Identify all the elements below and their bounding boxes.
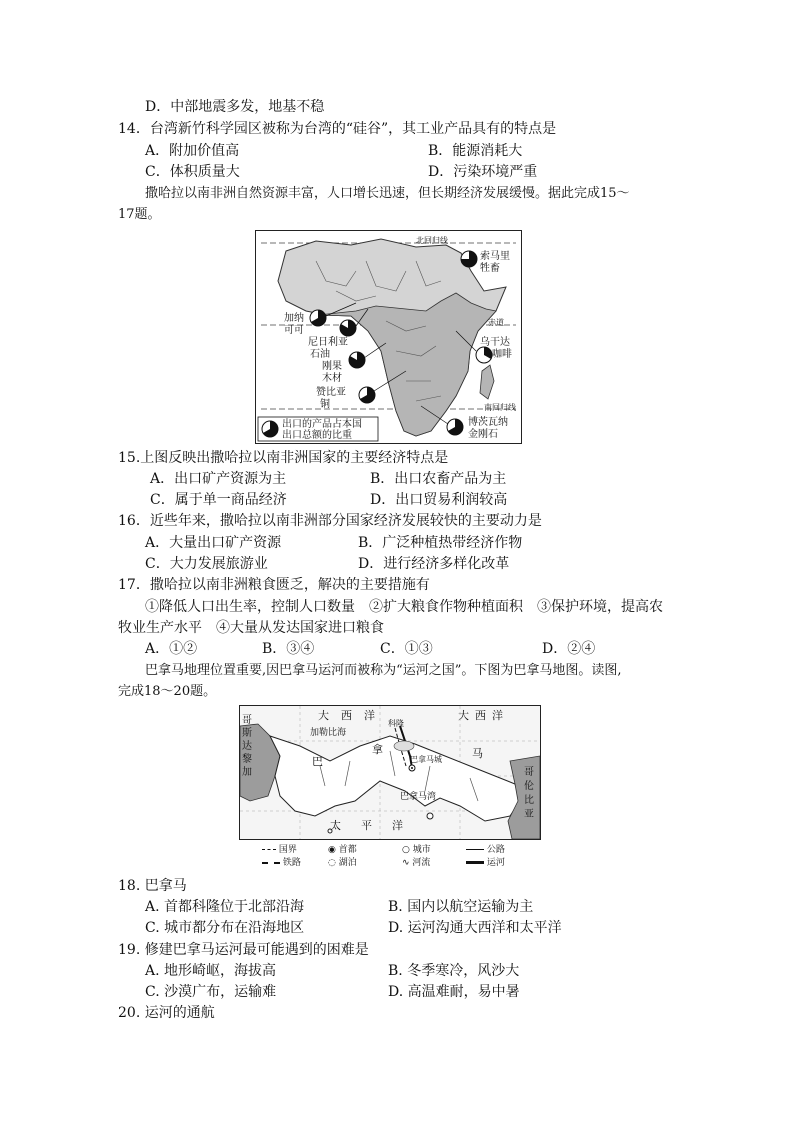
colombia-char-2: 伦 [524,781,534,792]
legend-lake-label: 湖泊 [338,858,357,868]
costa-rica-label [242,714,254,779]
q19-option-a: A. 地形崎岖，海拔高 [145,963,277,979]
label-botswana-2: 金刚石 [468,429,498,440]
pie-somalia [461,251,477,267]
q16-option-a: A．大量出口矿产资源 [145,535,282,551]
legend-capital: ◉ 首都 [328,845,357,855]
q19-stem: 19. 修建巴拿马运河最可能遇到的困难是 [118,942,369,958]
pie-botswana [447,419,463,435]
colombia-char-4: 亚 [524,809,534,820]
q14-option-d: D．污染环境严重 [428,164,538,180]
legend-lake: ◌ 湖泊 [328,858,357,868]
label-nigeria-1: 尼日利亚 [308,337,348,348]
legend-canal-label: 运河 [486,858,505,868]
atlantic-label-right [458,710,509,721]
label-botswana-1: 博茨瓦纳 [468,417,508,428]
costa-rica-char-4: 黎 [242,754,252,765]
costa-rica-char-2: 斯 [242,728,252,739]
panama-city-label: 巴拿马城 [410,755,442,764]
atlantic2-char-2: 西 [475,709,492,722]
country-char-1: 巴 [312,755,323,768]
q17-option-b: B．③④ [262,641,315,657]
legend-line2: 出口总额的比重 [282,430,352,441]
costa-rica-char-3: 达 [242,741,252,752]
intro-18-20-line2: 完成18～20题。 [118,684,217,699]
label-ghana-2: 可可 [284,325,304,336]
label-uganda-2: 咖啡 [492,349,512,360]
colon-label: 科隆 [388,719,404,728]
q17-option-c: C．①③ [380,641,433,657]
pacific-label [330,820,423,831]
q15-option-c: C．属于单一商品经济 [150,492,287,508]
legend-rail [262,855,301,868]
legend-city: ○ 城市 [402,845,431,855]
q20-stem: 20. 运河的通航 [118,1005,215,1021]
q17-option-a: A．①② [145,641,198,657]
q15-stem: 15.上图反映出撒哈拉以南非洲国家的主要经济特点是 [118,450,449,466]
label-ghana-1: 加纳 [284,313,304,324]
pie-congo [349,352,365,368]
legend-river-label: 河流 [412,858,431,868]
equator-label: 赤道 [488,318,504,327]
country-char-2: 拿 [372,743,383,756]
q13-option-d: D．中部地震多发，地基不稳 [145,99,325,115]
pie-zambia [359,387,375,403]
africa-map [255,230,522,444]
q18-stem: 18. 巴拿马 [118,878,187,894]
panama-legend [262,842,542,868]
legend-capital-label: 首都 [338,845,357,855]
q16-option-d: D．进行经济多样化改革 [358,556,510,572]
q15-option-d: D．出口贸易利润较高 [370,492,508,508]
q17-line2: 牧业生产水平 ④大量从发达国家进口粮食 [118,620,384,636]
atlantic2-char-1: 大 [458,709,475,722]
panama-map [239,705,541,840]
q15-option-a: A．出口矿产资源为主 [150,471,287,487]
q18-option-b: B. 国内以航空运输为主 [388,899,534,915]
gulf-label: 巴拿马湾 [400,792,437,802]
q14-option-c: C．体积质量大 [145,164,240,180]
atlantic-char-3: 洋 [364,709,387,722]
colombia-char-1: 哥 [524,767,534,778]
legend-rail-label: 铁路 [282,858,301,868]
colombia-label [524,766,536,822]
label-somalia-1: 索马里 [480,251,510,262]
q16-option-b: B．广泛种植热带经济作物 [358,535,523,551]
label-uganda-1: 乌干达 [480,337,510,348]
legend-road [466,842,505,855]
q18-option-c: C. 城市都分布在沿海地区 [145,920,305,936]
country-char-3: 马 [472,747,483,760]
caribbean-label: 加勒比海 [310,728,347,738]
q14-option-b: B．能源消耗大 [428,143,523,159]
q17-stem: 17．撒哈拉以南非洲粮食匮乏，解决的主要措施有 [118,577,430,593]
pacific-char-3: 洋 [392,819,423,832]
atlantic-label [318,710,387,721]
label-nigeria-2: 石油 [310,349,330,360]
costa-rica-char-5: 加 [242,767,252,778]
q16-option-c: C．大力发展旅游业 [145,556,268,572]
south-tropic-label: 南回归线 [484,403,516,412]
legend-line1: 出口的产品占本国 [282,419,362,430]
q14-option-a: A．附加价值高 [145,143,240,159]
intro-15-17-line1: 撒哈拉以南非洲自然资源丰富，人口增长迅速，但长期经济发展缓慢。据此完成15～ [145,186,630,201]
q19-option-b: B. 冬季寒冷，风沙大 [388,963,520,979]
pacific-char-2: 平 [361,819,392,832]
legend-border [262,842,297,855]
atlantic-char-1: 大 [318,709,341,722]
colombia-char-3: 比 [524,795,534,806]
q15-option-b: B．出口农畜产品为主 [370,471,507,487]
legend-border-label: 国界 [278,845,297,855]
north-tropic-label: 北回归线 [416,236,448,245]
pacific-char-1: 太 [330,819,361,832]
q19-option-c: C. 沙漠广布，运输难 [145,984,277,1000]
intro-15-17-line2: 17题。 [118,207,161,222]
pie-uganda [476,347,492,363]
q19-option-d: D. 高温难耐，易中暑 [388,984,520,1000]
q18-option-a: A. 首都科隆位于北部沿海 [145,899,305,915]
q17-line1: ①降低人口出生率，控制人口数量 ②扩大粮食作物种植面积 ③保护环境，提高农 [145,599,663,615]
q16-stem: 16．近些年来，撒哈拉以南非洲部分国家经济发展较快的主要动力是 [118,513,542,529]
label-zambia-1: 赞比亚 [316,387,346,398]
legend-road-label: 公路 [486,845,505,855]
q14-stem: 14．台湾新竹科学园区被称为台湾的“硅谷”，其工业产品具有的特点是 [118,121,557,137]
label-somalia-2: 牲畜 [480,263,500,274]
q17-option-d: D．②④ [542,641,596,657]
legend-river: ∿ 河流 [402,858,431,868]
legend-canal [466,855,505,868]
costa-rica-char-1: 哥 [242,715,252,726]
label-congo-1: 刚果 [322,361,342,372]
pie-nigeria [340,320,356,336]
label-congo-2: 木材 [322,373,342,384]
atlantic-char-2: 西 [341,709,364,722]
q18-option-d: D. 运河沟通大西洋和太平洋 [388,920,562,936]
legend-city-label: 城市 [412,845,431,855]
pie-ghana [310,310,326,326]
label-zambia-2: 铜 [320,399,330,410]
atlantic2-char-3: 洋 [492,709,509,722]
intro-18-20-line1: 巴拿马地理位置重要,因巴拿马运河而被称为“运河之国”。下图为巴拿马地图。读图, [145,663,622,678]
